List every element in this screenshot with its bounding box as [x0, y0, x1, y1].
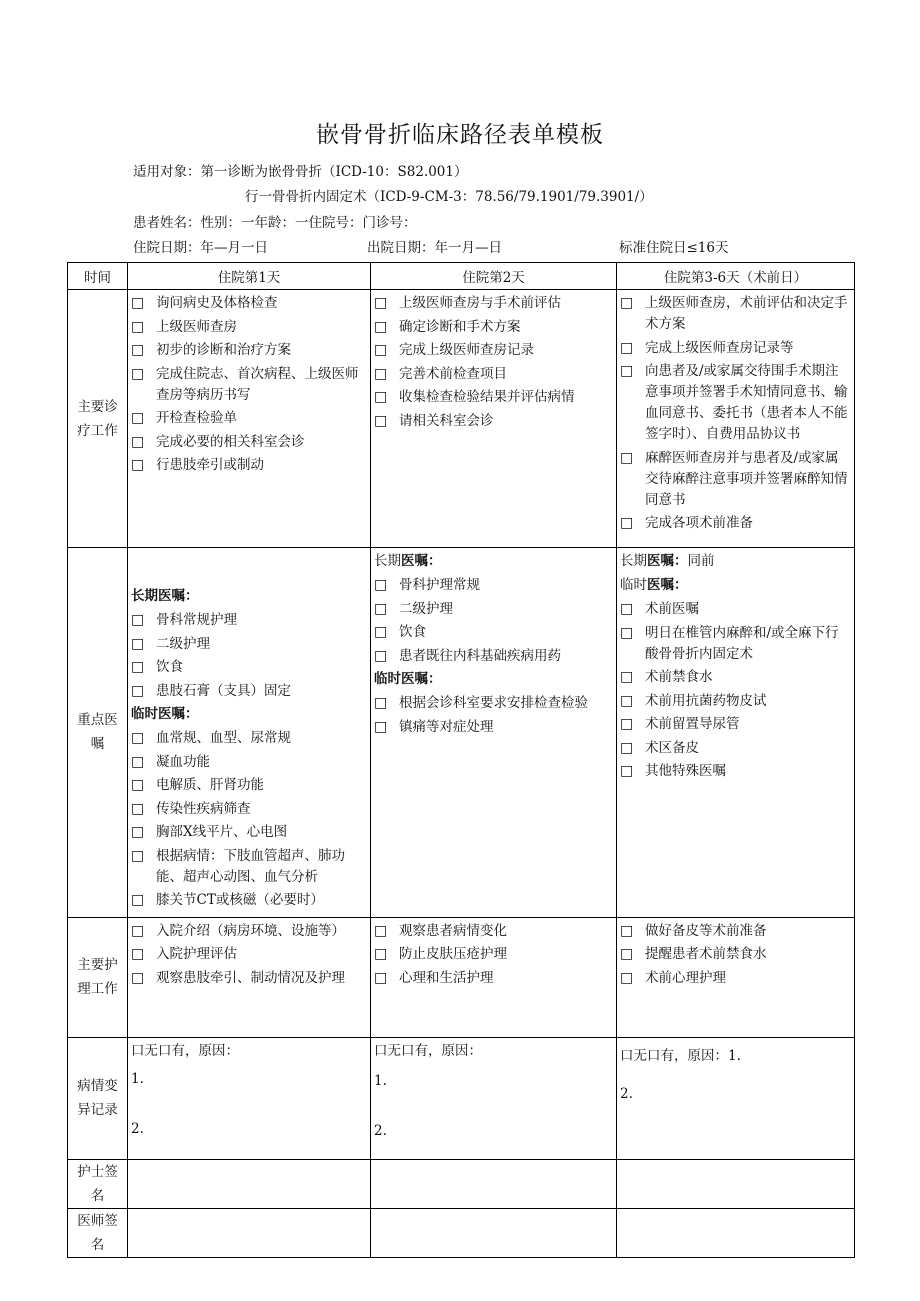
- page-title: 嵌骨骨折临床路径表单模板: [316, 122, 604, 148]
- row-label-nurse-signature: 护士签名: [68, 1159, 128, 1208]
- checklist-item-text: 电解质、肝肾功能: [156, 777, 264, 793]
- nurse-sign-day2[interactable]: [371, 1159, 617, 1208]
- checklist-item-text: 观察患肢牵引、制动情况及护理: [156, 969, 345, 986]
- checklist-item-text: 初步的诊断和治疗方案: [156, 342, 291, 358]
- checklist-item-text: 根据会诊科室要求安排检查检验: [399, 695, 588, 711]
- admission-date: 住院日期：年—月一日: [133, 240, 268, 256]
- checklist-item-text: 上级医师查房与手术前评估: [399, 295, 561, 311]
- patient-info: 患者姓名：性别：一年龄：一住院号：门诊号：: [133, 215, 417, 231]
- checklist-item-text: 术前留置导尿管: [645, 716, 740, 732]
- checklist-item: [620, 944, 851, 965]
- variance-day3-cell: [617, 1037, 855, 1159]
- temporary-orders-title: 临时医嘱：: [131, 706, 199, 722]
- checklist-item: [131, 890, 367, 911]
- row-label-nursing: 主要护理工作: [68, 917, 128, 1037]
- applicable-object: 适用对象：第一诊断为嵌骨骨折（ICD-10：S82.001）: [133, 164, 468, 180]
- checkbox-icon[interactable]: □: [131, 946, 145, 962]
- checklist-item-text: 其他特殊医嘱: [645, 763, 726, 779]
- checkbox-icon[interactable]: □: [374, 922, 388, 939]
- checklist-item-text: 上级医师查房: [156, 318, 237, 335]
- checklist-item: [131, 728, 367, 749]
- checklist-item: [131, 455, 367, 476]
- checkbox-icon[interactable]: □: [374, 695, 388, 711]
- doctor-sign-day2[interactable]: [371, 1208, 617, 1257]
- checkbox-icon[interactable]: □: [374, 647, 388, 664]
- variance-checkbox-line: 口无口有，原因：: [374, 1042, 482, 1059]
- checklist-item-text: 饮食: [399, 624, 426, 640]
- checklist-item-text: 完成必要的相关科室会诊: [156, 433, 305, 450]
- checklist-item-text: 术前医嘱: [645, 601, 699, 617]
- checklist-item-text: 麻醉医师查房并与患者及/或家属交待麻醉注意事项并签署麻醉知情同意书: [645, 449, 848, 508]
- variance-reason-2: 2.: [374, 1122, 387, 1139]
- checklist-item: [131, 681, 367, 702]
- checkbox-icon[interactable]: □: [620, 763, 634, 779]
- checkbox-icon[interactable]: □: [374, 342, 388, 358]
- checklist-item: [131, 822, 367, 843]
- checkbox-icon[interactable]: □: [374, 600, 388, 617]
- checklist-item-text: 完成各项术前准备: [645, 515, 753, 531]
- variance-reason-2: 2.: [131, 1120, 144, 1137]
- nurse-sign-day1[interactable]: [128, 1159, 371, 1208]
- work-day1-cell: [128, 290, 371, 548]
- temporary-orders-title-b: 医嘱：: [647, 577, 688, 593]
- orders-day2-cell: [371, 548, 617, 918]
- checklist-item-text: 入院护理评估: [156, 946, 237, 962]
- checkbox-icon[interactable]: □: [131, 457, 145, 473]
- checklist-item: [620, 599, 851, 620]
- checklist-item: [620, 738, 851, 759]
- checklist-item: [131, 921, 367, 942]
- row-label-variance: 病情变异记录: [68, 1037, 128, 1159]
- checkbox-icon[interactable]: □: [131, 922, 145, 939]
- checklist-item-text: 完成住院志、首次病程、上级医师查房等病历书写: [156, 365, 359, 403]
- checklist-item-text: 膝关节CT或核磁（必要时）: [156, 892, 324, 908]
- standard-stay: 标准住院日≤16天: [619, 240, 729, 256]
- nursing-day2-cell: [371, 917, 617, 1037]
- row-label-doctor-signature: 医师签名: [68, 1208, 128, 1257]
- orders-day1-cell: [128, 548, 371, 918]
- nursing-day1-cell: [128, 917, 371, 1037]
- checklist-item: [620, 338, 851, 359]
- checkbox-icon[interactable]: □: [374, 969, 388, 986]
- checkbox-icon[interactable]: □: [131, 342, 145, 358]
- checkbox-icon[interactable]: □: [620, 363, 634, 379]
- checkbox-icon[interactable]: □: [131, 892, 145, 908]
- checkbox-icon[interactable]: □: [620, 946, 634, 962]
- checklist-item-text: 患者既往内科基础疾病用药: [399, 647, 561, 664]
- checkbox-icon[interactable]: □: [374, 577, 388, 593]
- checklist-item-text: 胸部X线平片、心电图: [156, 824, 288, 840]
- checkbox-icon[interactable]: □: [620, 716, 634, 732]
- checklist-item: [374, 575, 613, 596]
- row-label-work: 主要诊疗工作: [68, 290, 128, 548]
- checklist-item: [620, 691, 851, 712]
- checklist-item-text: 防止皮肤压疮护理: [399, 946, 507, 962]
- checkbox-icon[interactable]: □: [131, 433, 145, 450]
- checklist-item-text: 确定诊断和手术方案: [399, 318, 521, 335]
- checkbox-icon[interactable]: □: [131, 365, 145, 382]
- checklist-item-text: 上级医师查房，术前评估和决定手术方案: [645, 295, 848, 332]
- checklist-item-text: 向患者及/或家属交待围手术期注意事项并签署手术知情同意书、输血同意书、委托书（患者本人不能签字时）、自费用品协议书: [645, 363, 848, 442]
- variance-day1-cell: [128, 1037, 371, 1159]
- checkbox-icon[interactable]: □: [620, 295, 634, 311]
- checklist-item: [131, 846, 367, 888]
- variance-checkbox-line: 口无口有，原因：1.: [620, 1047, 741, 1064]
- checkbox-icon[interactable]: □: [620, 739, 634, 756]
- checklist-item-text: 开检查检验单: [156, 410, 237, 426]
- checkbox-icon[interactable]: □: [131, 730, 145, 746]
- variance-checkbox-line: 口无口有，原因：: [131, 1042, 239, 1059]
- row-doctor-signature: [68, 1208, 855, 1257]
- clinical-pathway-table: [67, 262, 855, 1258]
- nursing-day3-cell: [617, 917, 855, 1037]
- checkbox-icon[interactable]: □: [620, 449, 634, 466]
- checklist-item-text: 收集检查检验结果并评估病情: [399, 389, 575, 405]
- checklist-item-text: 完成上级医师查房记录等: [645, 339, 794, 356]
- row-key-orders: [68, 548, 855, 918]
- checklist-item: [131, 317, 367, 338]
- checklist-item-text: 二级护理: [399, 600, 453, 617]
- orders-day3-cell: [617, 548, 855, 918]
- checklist-item-text: 术前心理护理: [645, 969, 726, 986]
- checklist-item-text: 观察患者病情变化: [399, 922, 507, 939]
- checkbox-icon[interactable]: □: [374, 389, 388, 405]
- doctor-sign-day1[interactable]: [128, 1208, 371, 1257]
- checklist-item: [131, 408, 367, 429]
- checkbox-icon[interactable]: □: [374, 946, 388, 962]
- checkbox-icon[interactable]: □: [131, 682, 145, 699]
- checklist-item-text: 骨科护理常规: [399, 577, 480, 593]
- header-row: [68, 263, 855, 290]
- same-as-before: 同前: [687, 553, 715, 569]
- checklist-item-text: 凝血功能: [156, 753, 210, 770]
- checklist-item: [131, 752, 367, 773]
- temporary-orders-title: 临时医嘱：: [374, 671, 442, 687]
- checklist-item-text: 术前用抗菌药物皮试: [645, 692, 767, 709]
- checkbox-icon[interactable]: □: [131, 410, 145, 426]
- checklist-item: [131, 634, 367, 655]
- variance-reason-1: 1.: [131, 1070, 144, 1087]
- checkbox-icon[interactable]: □: [374, 318, 388, 335]
- checkbox-icon[interactable]: □: [131, 777, 145, 793]
- checklist-item-text: 患肢石膏（支具）固定: [156, 682, 291, 699]
- checklist-item-text: 饮食: [156, 659, 183, 675]
- checklist-item: [131, 364, 367, 406]
- checkbox-icon[interactable]: □: [374, 295, 388, 311]
- checklist-item: [620, 714, 851, 735]
- work-day2-cell: [371, 290, 617, 548]
- checkbox-icon[interactable]: □: [620, 692, 634, 709]
- checklist-item: [131, 610, 367, 631]
- checklist-item: [131, 293, 367, 314]
- checklist-item-text: 入院介绍（病房环境、设施等）: [156, 922, 345, 939]
- header-time: 时间: [68, 263, 128, 290]
- header-day2: 住院第2天: [371, 263, 617, 290]
- checklist-item: [374, 717, 613, 738]
- checkbox-icon[interactable]: □: [620, 624, 634, 641]
- checklist-item: [374, 944, 613, 965]
- checkbox-icon[interactable]: □: [131, 635, 145, 652]
- row-label-orders: 重点医嘱: [68, 548, 128, 918]
- checklist-item-text: 镇痛等对症处理: [399, 718, 494, 735]
- checklist-item: [131, 657, 367, 678]
- checkbox-icon[interactable]: □: [131, 318, 145, 335]
- checklist-item-text: 明日在椎管内麻醉和/或全麻下行酸骨骨折内固定术: [645, 624, 839, 662]
- checklist-item: [374, 921, 613, 942]
- checklist-item: [131, 432, 367, 453]
- row-nurse-signature: [68, 1159, 855, 1208]
- checklist-item: [620, 293, 851, 335]
- variance-reason-1: 1.: [374, 1072, 387, 1089]
- nurse-sign-day3[interactable]: [617, 1159, 855, 1208]
- checkbox-icon[interactable]: □: [374, 365, 388, 382]
- checklist-item: [374, 364, 613, 385]
- row-nursing: [68, 917, 855, 1037]
- checkbox-icon[interactable]: □: [374, 412, 388, 429]
- checklist-item-text: 完善术前检查项目: [399, 365, 507, 382]
- checklist-item-text: 行患肢牵引或制动: [156, 457, 264, 473]
- checklist-item: [620, 968, 851, 989]
- checklist-item: [131, 775, 367, 796]
- checkbox-icon[interactable]: □: [620, 969, 634, 986]
- checklist-item-text: 术前禁食水: [645, 669, 713, 685]
- checkbox-icon[interactable]: □: [131, 753, 145, 770]
- checklist-item: [131, 944, 367, 965]
- checkbox-icon[interactable]: □: [131, 969, 145, 986]
- checkbox-icon[interactable]: □: [620, 339, 634, 356]
- checklist-item: [620, 921, 851, 942]
- checklist-item: [620, 361, 851, 445]
- row-main-work: [68, 290, 855, 548]
- checklist-item-text: 心理和生活护理: [399, 969, 494, 986]
- checklist-item-text: 根据病情：下肢血管超声、肺功能、超声心动图、血气分析: [156, 847, 345, 885]
- checkbox-icon[interactable]: □: [620, 669, 634, 685]
- checkbox-icon[interactable]: □: [374, 624, 388, 640]
- checklist-item-text: 传染性疾病筛查: [156, 800, 251, 817]
- checkbox-icon[interactable]: □: [131, 612, 145, 628]
- checklist-item-text: 完成上级医师查房记录: [399, 342, 534, 358]
- checkbox-icon[interactable]: □: [131, 824, 145, 840]
- checkbox-icon[interactable]: □: [131, 659, 145, 675]
- checklist-item: [374, 411, 613, 432]
- checklist-item: [131, 340, 367, 361]
- checklist-item: [620, 448, 851, 511]
- checklist-item: [374, 968, 613, 989]
- checklist-item: [374, 340, 613, 361]
- checklist-item: [374, 599, 613, 620]
- checklist-item: [620, 761, 851, 782]
- doctor-sign-day3[interactable]: [617, 1208, 855, 1257]
- checklist-item-text: 询问病史及体格检查: [156, 295, 278, 311]
- long-term-orders-title-a: 长期: [374, 553, 401, 569]
- checklist-item-text: 做好备皮等术前准备: [645, 922, 767, 939]
- checklist-item: [620, 667, 851, 688]
- long-term-orders-title-b: 医嘱：: [647, 553, 688, 569]
- checklist-item: [374, 293, 613, 314]
- long-term-orders-title-b: 医嘱：: [401, 553, 442, 569]
- checkbox-icon[interactable]: □: [620, 922, 634, 939]
- variance-reason-2: 2.: [620, 1085, 633, 1102]
- checklist-item: [131, 799, 367, 820]
- long-term-orders-title-a: 长期: [620, 553, 647, 569]
- checkbox-icon[interactable]: □: [131, 295, 145, 311]
- checklist-item: [620, 513, 851, 534]
- checklist-item: [131, 968, 367, 989]
- checkbox-icon[interactable]: □: [374, 718, 388, 735]
- checklist-item: [374, 387, 613, 408]
- discharge-date: 出院日期：年一月—日: [367, 240, 502, 256]
- variance-day2-cell: [371, 1037, 617, 1159]
- checkbox-icon[interactable]: □: [131, 800, 145, 817]
- checkbox-icon[interactable]: □: [131, 847, 145, 864]
- checklist-item-text: 二级护理: [156, 635, 210, 652]
- long-term-orders-title: 长期医嘱：: [131, 588, 199, 604]
- checkbox-icon[interactable]: □: [620, 601, 634, 617]
- surgery-line: 行一骨骨折内固定术（ICD-9-CM-3：78.56/79.1901/79.3901/）: [245, 189, 653, 205]
- header-day3-6: 住院第3-6天（术前日）: [617, 263, 855, 290]
- checklist-item-text: 血常规、血型、尿常规: [156, 730, 291, 746]
- temporary-orders-title-a: 临时: [620, 577, 647, 593]
- checklist-item-text: 提醒患者术前禁食水: [645, 946, 767, 962]
- checklist-item: [374, 622, 613, 643]
- checklist-item-text: 骨科常规护理: [156, 612, 237, 628]
- checklist-item-text: 术区备皮: [645, 739, 699, 756]
- checkbox-icon[interactable]: □: [620, 515, 634, 531]
- work-day3-cell: [617, 290, 855, 548]
- checklist-item: [374, 317, 613, 338]
- checklist-item: [374, 693, 613, 714]
- checklist-item: [374, 646, 613, 667]
- row-variance: [68, 1037, 855, 1159]
- checklist-item: [620, 623, 851, 665]
- header-day1: 住院第1天: [128, 263, 371, 290]
- checklist-item-text: 请相关科室会诊: [399, 412, 494, 429]
